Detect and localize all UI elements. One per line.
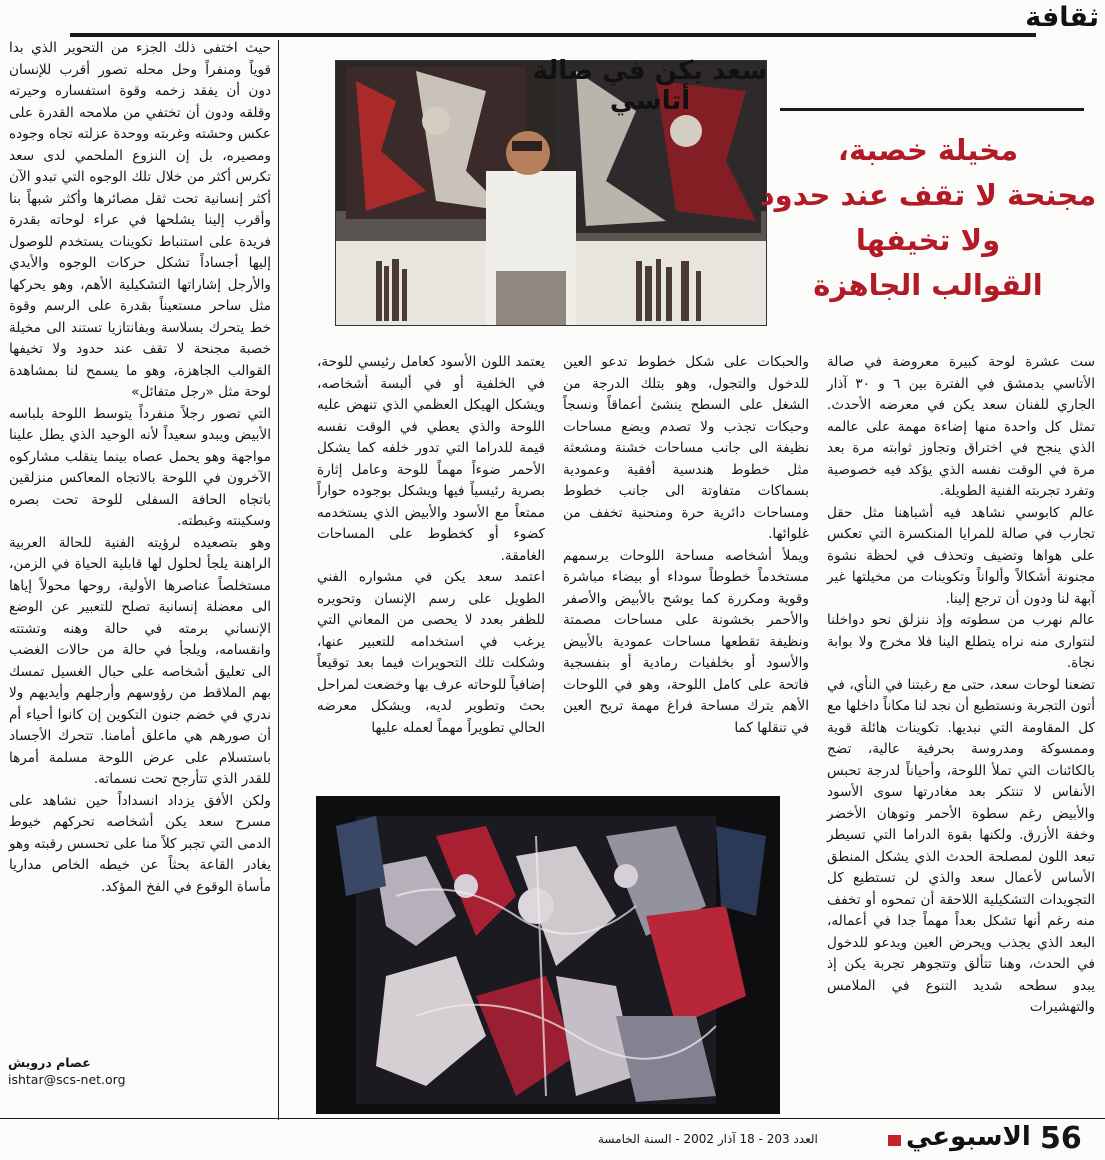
col4-para-3: وهو بتصعيده لرؤيته الفنية للحالة العربية الراهنة يلجأ لحلول لها قابلية الحياة في الزمن، مستخلصاً عناصرها الأولية، روحها محولاً إياها الى معضلة إنسانية تصلح للتعبير عن الوضع الإنساني برمته في حالة وهنه وتشتته وانقسامه، ويلجأ في حالة من حالات الغضب الى تعليق أشخاصه على حبال الغسيل تمسك بهم الملاقط من رؤوسهم وأرجلهم وأيديهم ولا ندري في خضم جنون التكوين إن كانوا أحياء أم أن صورهم هي ماعلق أمامنا. تتحرك الأجساد باستسلام على عرض اللوحة مسلمة أمرها للقدر الذي تتأرجح تحت نسماته.: [9, 534, 271, 787]
publication-logo: الاسبوعي: [906, 1122, 1031, 1152]
column-1: [827, 352, 1095, 1019]
painting-image-art: [316, 796, 780, 1114]
column-3: [317, 352, 545, 739]
deck-line-4: القوالب الجاهزة: [813, 268, 1043, 302]
col4-para-2: التي تصور رجلاً منفرداً يتوسط اللوحة بلباسه الأبيض ويبدو سعيداً لأنه الوحيد الذي يطل علينا مواجهة وهو يحمل عصاه بينما ينقلب مشاركوه الآخرون في اللوحة بالاتجاه المعاكس منزلقين باتجاه الحافة السفلى للوحة تحت بصره وسكينته وغبطته.: [9, 405, 271, 529]
deck-line-3: ولا تخيفها: [855, 223, 1001, 257]
issue-info: العدد 203 - 18 آذار 2002 - السنة الخامسة: [598, 1132, 818, 1146]
footer-marker: [888, 1135, 901, 1146]
article-deck: [757, 128, 1099, 308]
byline-author: عصام درويش: [8, 1055, 91, 1070]
deck-line-2: مجنحة لا تقف عند حدود: [759, 178, 1097, 212]
col1-para-2: عالم كابوسي نشاهد فيه أشباهنا مثل حقل تجارب في صالة للمرايا المنكسرة التي تعكس على هواها وتضيف وتحذف في لحظة نشوة مجنونة أشكالاً وألواناً وتكوينات من مخيلتها غير آبهة لنا ودون أن ترجع إلينا.: [827, 504, 1095, 607]
column-2: [563, 352, 809, 739]
page-number: 56: [1040, 1121, 1082, 1156]
col1-para-3: عالم نهرب من سطوته وإذ ننزلق نحو دواخلنا لنتوارى منه نراه يتطلع الينا فلا مخرج ولا بوابة نجاة.: [827, 612, 1095, 671]
col4-para-4: ولكن الأفق يزداد انسداداً حين نشاهد على مسرح سعد يكن أشخاصه تحركهم خيوط الدمى التي تجبر كلاً منا على تحسس رقبته وهو يغادر القاعة بحثاً عن خيطه الخاص مداريا مأساة الوقوع في الفخ المؤكد.: [9, 792, 271, 895]
col3-para-2: اعتمد سعد يكن في مشواره الفني الطويل على رسم الإنسان وتحويره للظفر بعدد لا يحصى من المعاني التي يرغب في استخدامه للتعبير عنها، وشكلت تلك التحويرات فيما بعد توقيعاً إضافياً للوحاته عرف بها وخضعت لمراحل بحث وتطوير لديه، ويشكل معرضه الحالي تطويراً مهماً لعمله عليها: [317, 569, 545, 736]
section-label: ثقافة: [1025, 2, 1099, 33]
col1-para-1: ست عشرة لوحة كبيرة معروضة في صالة الأتاسي بدمشق في الفترة بين ٦ و ٣٠ آذار الجاري للفنان سعد يكن في معرضه الأحدث. تمثل كل واحدة منها إضاءة مهمة على عالمه الذي ينجح في اختراق وتجاوز ثوابته مرة بعد مرة في الوقت نفسه الذي يؤكد فيه خصوصية وتفرد تجربته الفنية الطويلة.: [827, 354, 1095, 499]
column-divider: [278, 40, 279, 1120]
col4-para-1: حيث اختفى ذلك الجزء من التحوير الذي بدا قوياً ومنفراً وحل محله تصور أقرب للإنسان دون أن يفقد زخمه وقوة استفساره وحيرته وقلقه ودون أن تختفي من ملامحه القدرة على عكس وحشته وغربته ووحدة عزلته تجاه وجوده ومصيره، بل إن النزوع الملحمي لدى سعد تكرس أكثر من خلال تلك الوجوه التي تبدو الآن أكثر إنسانية تحت ثقل مصائرها وأكثر شبهاً بنا وأقرب إلينا يشلحها في عراء لوحاته بقدرة فريدة على استنباط تكوينات يستخدم للوصول إليها أجساداً تشكل حركات الوجوه والأيدي والأرجل إشاراتها التشكيلية الأهم، وهو يحركها مثل ساحر مستعيناً بقدرة على الرسم وقوة خط يتحرك بسلاسة وبفانتازيا تستند الى مخيلة خصبة مجنحة لا تقف عند حدود ولا تخيفها القوالب الجاهزة، وهو ما يسمح لنا بمشاهدة لوحة مثل «رجل متفائل»: [9, 40, 271, 400]
deck-line-1: مخيلة خصبة،: [837, 133, 1019, 167]
article-title: سعد يكن في صالة أتاسي: [532, 56, 768, 116]
col2-para-1: والحبكات على شكل خطوط تدعو العين للدخول والتجول، وهو بتلك الدرجة من الشغل على السطح ينشئ أعماقاً ونسجاً وحبكات تجذب ولا تصدم ويضع مساحات نظيفة الى جانب مساحات خشنة ومشعثة مثل خطوط هندسية أفقية وعمودية بسماكات متفاوتة الى جانب خطوط ومساحات دائرية حرة ومنحنية تخفف من غلوائها.: [563, 354, 809, 542]
col1-para-4: تضعنا لوحات سعد، حتى مع رغبتنا في النأي، في أتون التجربة ونستطيع أن نجد لنا مكاناً داخلها مع كل المقاومة التي نبديها. تكوينات هائلة قوية وممسوكة ومدروسة بحرفية عالية، تضج بالكائنات التي تملأ اللوحة، وأحياناً لدرجة تحبس الأنفاس لا تنتكر بعد مغادرتها سوى الأسود والأبيض رغم سطوة الأحمر وتوهان الأخضر وخفة الأزرق. ولكنها بقوة الدراما التي تسيطر تبعد اللون لمصلحة الحدث الذي يشكل المنطق الأساس لأعمال سعد والذي لن تستطيع كل التجويدات التشكيلية اللاحقة أن تمحوه أو تخفف منه رغم أنها تشكل بعداً مهماً جدا في أعماله، البعد الذي يجذب ويحرض العين ويدعو للدخول في الحدث، وهنا تتألق وتتجوهر تجربة يكن إذ يبدو سطحه شديد التنوع في الملامس والتهشيرات: [827, 676, 1095, 1015]
col3-para-1: يعتمد اللون الأسود كعامل رئيسي للوحة، في الخلفية أو في ألبسة أشخاصه، ويشكل الهيكل العظمي الذي تنهض عليه اللوحة والذي يعطي في الوقت نفسه قيمة للدراما التي تدور خلفه كما يشكل الأحمر ضوءاً مهماً للوحة وعامل إثارة بصرية رئيسياً فيها ويشكل بوجوده حواراً ممتعاً مع الأسود والأبيض الذي يستخدمه كضوء أو كخطوط على المساحات الغامقة.: [317, 354, 545, 564]
header-top-rule: [70, 33, 1036, 37]
byline-email: ishtar@scs-net.org: [8, 1072, 126, 1087]
title-underline: [780, 108, 1084, 111]
header-bottom-rule: [0, 1118, 1105, 1119]
byline: [8, 1054, 126, 1088]
col2-para-2: ويملأ أشخاصه مساحة اللوحات يرسمهم مستخدماً خطوطاً سوداء أو بيضاء مباشرة وقوية ومكررة كما يوشح بالأبيض والأصفر والأحمر بخشونة على مساحات مصمتة ونظيفة تقطعها مساحات عمودية بالأبيض والأسود أو بخلفيات رمادية أو بنفسجية فاتحة على كامل اللوحة، وهو في اللوحات الأهم يترك مساحة فراغ مهمة تريح العين في تنقلها كما: [563, 547, 809, 736]
column-4: [9, 38, 271, 898]
painting-image: [316, 796, 780, 1114]
